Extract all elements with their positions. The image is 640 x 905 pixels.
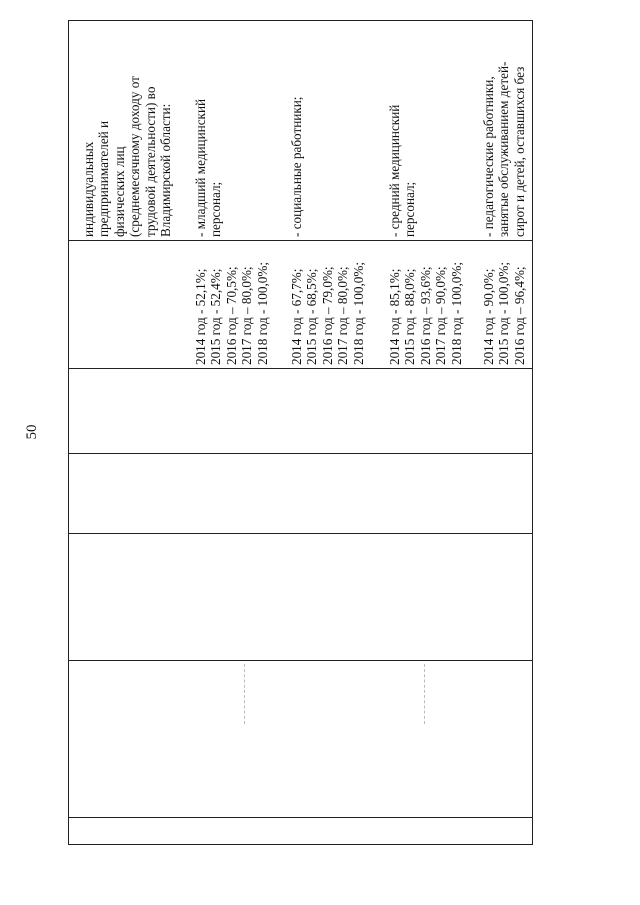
value-line: 2017 год – 90,0%; [433,266,449,365]
value-line: 2018 год - 100,0%; [254,262,270,365]
value-line: 2016 год – 93,6%; [417,266,433,365]
column-divider [69,368,532,369]
description-line: - социальные работники; [289,96,304,237]
description-line: предпринимателей и [96,120,112,237]
description-line: Владимирской области: [158,103,173,237]
value-line: 2014 год - 90,0%; [481,268,496,365]
description-line: персонал; [402,181,418,237]
value-line: 2018 год - 100,0%; [448,262,464,365]
value-line: 2016 год – 96,4%; [511,266,527,365]
column-divider [69,453,532,454]
value-line: 2015 год - 100,0%; [496,262,512,365]
description-line: (среднемесячному доходу от [127,76,143,237]
column-divider [69,817,532,818]
description-line: - педагогические работники, [481,76,496,237]
data-table [68,20,533,845]
value-line: 2018 год - 100,0%; [350,262,366,365]
column-divider [69,660,532,661]
description-line: занятые обслуживанием детей- [496,61,512,237]
scan-mark [424,664,425,724]
value-line: 2016 год – 79,0%; [319,266,335,365]
value-line: 2015 год - 68,5%; [304,268,320,365]
value-line: 2015 год - 52,4%; [208,268,224,365]
column-divider [69,240,532,241]
description-line: - младший медицинский [193,98,208,237]
column-divider [69,533,532,534]
value-line: 2017 год – 80,0%; [335,266,351,365]
description-line: персонал; [208,181,224,237]
description-line: индивидуальных [81,141,96,237]
description-line: трудовой деятельности) во [142,86,158,237]
value-line: 2014 год - 67,7%; [289,268,304,365]
page-number: 50 [24,424,40,440]
value-line: 2014 год - 52,1%; [193,268,208,365]
description-line: сирот и детей, оставшихся без [511,66,527,237]
value-line: 2017 год – 80,0%; [239,266,255,365]
value-line: 2016 год – 70,5%; [223,266,239,365]
value-line: 2014 год - 85,1%; [387,268,402,365]
description-line: физических лиц [111,146,127,237]
description-line: - средний медицинский [387,104,402,237]
value-line: 2015 год - 88,0%; [402,268,418,365]
scan-mark [244,664,245,724]
